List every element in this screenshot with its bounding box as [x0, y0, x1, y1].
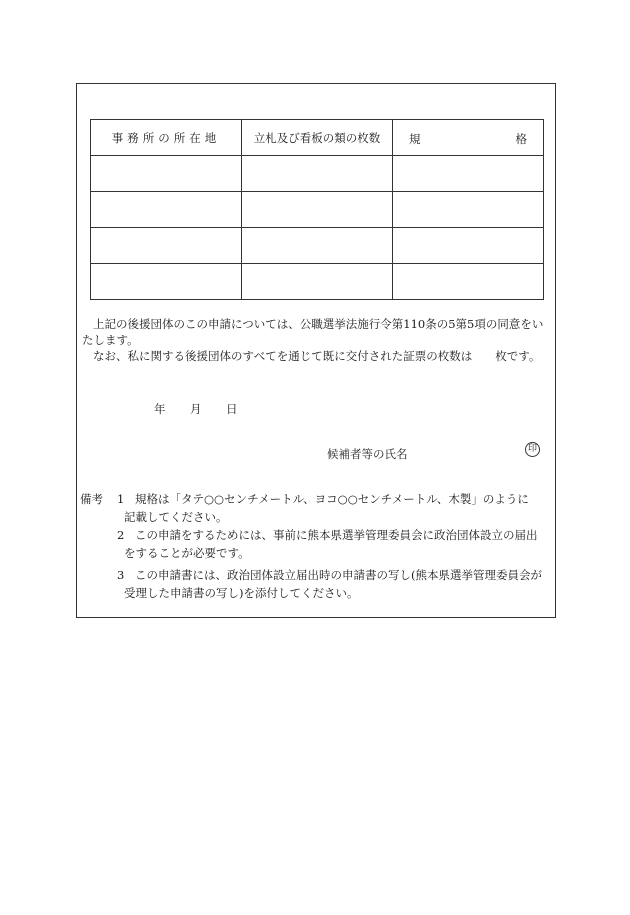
cell-count[interactable] — [242, 156, 393, 192]
remark-number: 1 — [117, 492, 125, 506]
remark-line: をすることが必要です。 — [124, 546, 250, 560]
header-spec-part1: 規 — [409, 132, 421, 146]
table-row — [91, 228, 544, 264]
table-row — [91, 192, 544, 228]
sign-table — [90, 119, 544, 300]
date-day-label: 日 — [226, 402, 238, 416]
cell-location[interactable] — [91, 264, 242, 300]
cell-count[interactable] — [242, 192, 393, 228]
remark-line: 記載してください。 — [124, 510, 228, 524]
cell-spec[interactable] — [393, 192, 544, 228]
cell-spec[interactable] — [393, 264, 544, 300]
cell-spec[interactable] — [393, 228, 544, 264]
seal-mark: 印 — [525, 442, 540, 457]
header-sign-count: 立札及び看板の類の枚数 — [242, 120, 393, 156]
consent-text: 上記の後援団体のこの申請については、公職選挙法施行令第110条の5第5項の同意をいたします。 — [82, 317, 544, 347]
table-row — [91, 156, 544, 192]
header-spec-part2: 格 — [515, 132, 527, 146]
cell-count[interactable] — [242, 228, 393, 264]
table-header-row — [91, 120, 544, 156]
cell-location[interactable] — [91, 156, 242, 192]
issued-count-text: なお、私に関する後援団体のすべてを通じて既に交付された証票の枚数は 枚です。 — [93, 349, 541, 363]
remark-line: 受理した申請書の写し)を添付してください。 — [124, 586, 359, 600]
remark-number: 2 — [117, 528, 125, 542]
remark-line: この申請をするためには、事前に熊本県選挙管理委員会に政治団体設立の届出 — [135, 528, 538, 542]
table-row — [91, 264, 544, 300]
candidate-name-label: 候補者等の氏名 — [327, 447, 408, 461]
date-year-label: 年 — [154, 402, 166, 416]
date-month-label: 月 — [190, 402, 202, 416]
remarks-heading: 備考 — [80, 492, 103, 506]
cell-location[interactable] — [91, 192, 242, 228]
remark-line: 規格は「タテ○○センチメートル、ヨコ○○センチメートル、木製」のように — [135, 492, 529, 506]
header-specification — [393, 120, 544, 156]
remark-number: 3 — [117, 568, 125, 582]
remark-line: この申請書には、政治団体設立届出時の申請書の写し(熊本県選挙管理委員会が — [135, 568, 542, 582]
cell-location[interactable] — [91, 228, 242, 264]
cell-spec[interactable] — [393, 156, 544, 192]
cell-count[interactable] — [242, 264, 393, 300]
header-office-location: 事務所の所在地 — [91, 120, 242, 156]
